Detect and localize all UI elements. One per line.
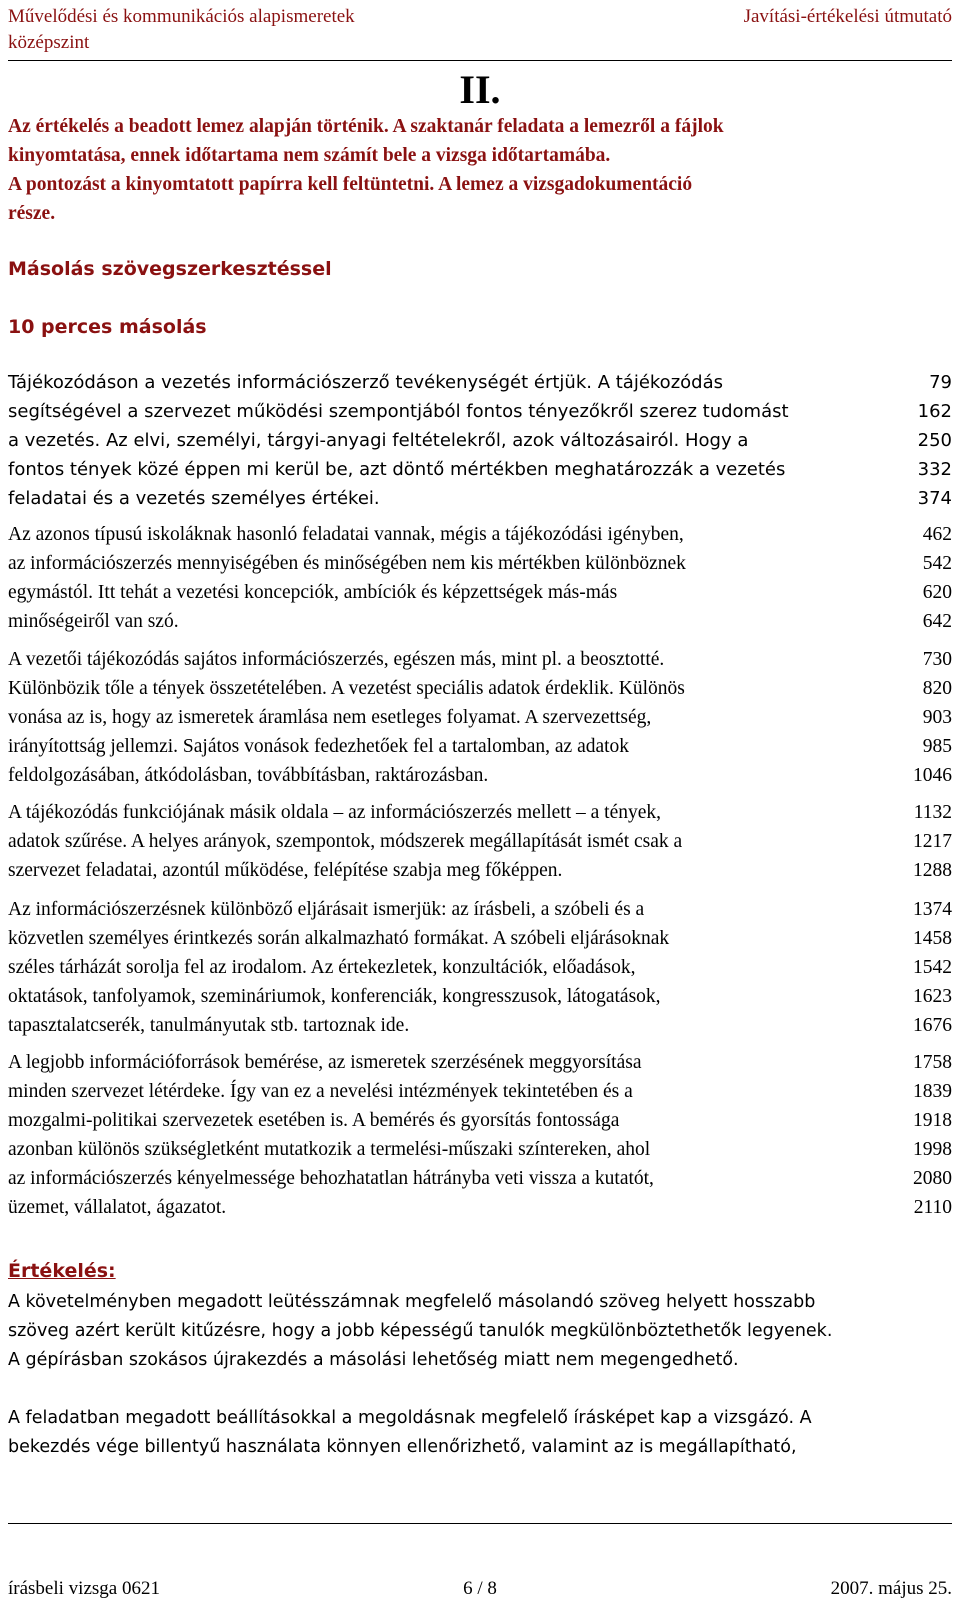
- footer-divider: [8, 1523, 952, 1524]
- line-text: segítségével a szervezet működési szempontjából fontos tényezőkről szerez tudomást: [8, 401, 789, 422]
- text-line: [8, 1106, 952, 1135]
- line-text: tapasztalatcserék, tanulmányutak stb. tartoznak ide.: [8, 1015, 410, 1036]
- line-text: A tájékozódás funkciójának másik oldala – az információszerzés mellett – a tények,: [8, 802, 662, 823]
- intro-line: Az értékelés a beadott lemez alapján történik. A szaktanár feladata a lemezről a fájlok: [8, 116, 724, 137]
- text-line: [8, 484, 952, 513]
- evaluation-paragraph-2: [8, 1404, 952, 1462]
- text-line: [8, 1048, 952, 1077]
- char-count: 903: [922, 707, 952, 728]
- evaluation-line: A gépírásban szokásos újrakezdés a másolási lehetőség miatt nem megengedhető.: [8, 1350, 739, 1370]
- char-count: 1623: [913, 986, 952, 1007]
- line-text: üzemet, vállalatot, ágazatot.: [8, 1197, 227, 1218]
- text-line: [8, 674, 952, 703]
- line-text: szervezet feladatai, azontúl működése, felépítése szabja meg főképpen.: [8, 860, 563, 881]
- char-count: 79: [929, 372, 952, 393]
- line-text: széles tárházát sorolja fel az irodalom. Az értekezletek, konzultációk, előadások,: [8, 957, 636, 978]
- copy-paragraph-3: [8, 645, 952, 790]
- text-line: [8, 827, 952, 856]
- char-count: 250: [917, 430, 952, 451]
- line-text: A vezetői tájékozódás sajátos információszerzés, egészen más, mint pl. a beosztotté.: [8, 649, 665, 670]
- line-text: vonása az is, hogy az ismeretek áramlása nem esetleges folyamat. A szervezettség,: [8, 707, 652, 728]
- char-count: 374: [917, 488, 952, 509]
- copy-paragraph-5: [8, 895, 952, 1040]
- char-count: 730: [922, 649, 952, 670]
- copy-paragraph-1: [8, 368, 952, 513]
- text-line: [8, 732, 952, 761]
- text-line: [8, 798, 952, 827]
- char-count: 820: [922, 678, 952, 699]
- intro-paragraph: [8, 112, 952, 228]
- char-count: 642: [922, 611, 952, 632]
- intro-line: kinyomtatása, ennek időtartama nem számít bele a vizsga időtartamába.: [8, 145, 611, 166]
- char-count: 162: [917, 401, 952, 422]
- text-line: [8, 1193, 952, 1222]
- line-text: feldolgozásában, átkódolásban, továbbításban, raktározásban.: [8, 765, 489, 786]
- line-text: oktatások, tanfolyamok, szemináriumok, konferenciák, kongresszusok, látogatások,: [8, 986, 661, 1007]
- char-count: 462: [922, 524, 952, 545]
- text-line: [8, 520, 952, 549]
- text-line: [8, 953, 952, 982]
- line-text: minőségeiről van szó.: [8, 611, 179, 632]
- char-count: 1758: [913, 1052, 952, 1073]
- char-count: 2080: [913, 1168, 952, 1189]
- text-line: [8, 397, 952, 426]
- task-title: Másolás szövegszerkesztéssel: [8, 258, 332, 280]
- text-line: [8, 578, 952, 607]
- char-count: 1288: [913, 860, 952, 881]
- text-line: [8, 703, 952, 732]
- line-text: Különbözik tőle a tények összetételében. A vezetést speciális adatok érdeklik. Különös: [8, 678, 685, 699]
- evaluation-paragraph-1: [8, 1288, 952, 1375]
- text-line: [8, 426, 952, 455]
- text-line: [8, 856, 952, 885]
- header-divider: [8, 60, 952, 61]
- line-text: az információszerzés kényelmessége behozhatatlan hátrányba veti vissza a kutatót,: [8, 1168, 654, 1189]
- text-line: [8, 924, 952, 953]
- page-footer: [8, 1575, 952, 1603]
- text-line: [8, 1011, 952, 1040]
- char-count: 1998: [913, 1139, 952, 1160]
- char-count: 332: [917, 459, 952, 480]
- line-text: minden szervezet létérdeke. Így van ez a nevelési intézmények tekintetében és a: [8, 1081, 633, 1102]
- char-count: 1046: [913, 765, 952, 786]
- evaluation-line: bekezdés vége billentyű használata könnyen ellenőrizhető, valamint az is megállapítható,: [8, 1437, 797, 1457]
- char-count: 620: [922, 582, 952, 603]
- line-text: Tájékozódáson a vezetés információszerző tevékenységét értjük. A tájékozódás: [8, 372, 723, 393]
- text-line: [8, 549, 952, 578]
- line-text: mozgalmi-politikai szervezetek esetében is. A bemérés és gyorsítás fontossága: [8, 1110, 620, 1131]
- copy-paragraph-4: [8, 798, 952, 885]
- evaluation-title: Értékelés:: [8, 1260, 116, 1282]
- line-text: fontos tények közé éppen mi kerül be, azt döntő mértékben meghatározzák a vezetés: [8, 459, 786, 480]
- char-count: 1374: [913, 899, 952, 920]
- char-count: 985: [922, 736, 952, 757]
- line-text: A legjobb információforrások bemérése, az ismeretek szerzésének meggyorsítása: [8, 1052, 642, 1073]
- char-count: 1676: [913, 1015, 952, 1036]
- line-text: feladatai és a vezetés személyes értékei.: [8, 488, 380, 509]
- line-text: közvetlen személyes érintkezés során alkalmazható formákat. A szóbeli eljárásoknak: [8, 928, 670, 949]
- line-text: egymástól. Itt tehát a vezetési koncepciók, ambíciók és képzettségek más-más: [8, 582, 618, 603]
- text-line: [8, 1077, 952, 1106]
- char-count: 1132: [913, 802, 952, 823]
- copy-paragraph-6: [8, 1048, 952, 1222]
- char-count: 1918: [913, 1110, 952, 1131]
- char-count: 1458: [913, 928, 952, 949]
- evaluation-line: A feladatban megadott beállításokkal a megoldásnak megfelelő írásképet kap a vizsgázó. A: [8, 1408, 812, 1428]
- page-header: [8, 4, 952, 56]
- line-text: adatok szűrése. A helyes arányok, szempontok, módszerek megállapítását ismét csak a: [8, 831, 683, 852]
- header-guide-title: Javítási-értékelési útmutató: [743, 6, 952, 27]
- text-line: [8, 607, 952, 636]
- line-text: azonban különös szükségletként mutatkozik a termelési-műszaki színtereken, ahol: [8, 1139, 651, 1160]
- text-line: [8, 368, 952, 397]
- line-text: az információszerzés mennyiségében és minőségében nem kis mértékben különböznek: [8, 553, 686, 574]
- task-subtitle: 10 perces másolás: [8, 316, 207, 338]
- text-line: [8, 455, 952, 484]
- evaluation-line: A követelményben megadott leütésszámnak megfelelő másolandó szöveg helyett hosszabb: [8, 1292, 816, 1312]
- intro-line: A pontozást a kinyomtatott papírra kell feltüntetni. A lemez a vizsgadokumentáció: [8, 174, 693, 195]
- evaluation-line: szöveg azért került kitűzésre, hogy a jobb képességű tanulók megkülönböztethetők legyenek.: [8, 1321, 833, 1341]
- section-number: II.: [459, 67, 501, 112]
- line-text: a vezetés. Az elvi, személyi, tárgyi-anyagi feltételekről, azok változásairól. Hogy a: [8, 430, 749, 451]
- text-line: [8, 645, 952, 674]
- char-count: 542: [922, 553, 952, 574]
- text-line: [8, 1135, 952, 1164]
- header-subject: Művelődési és kommunikációs alapismeretek: [8, 6, 355, 27]
- footer-date: 2007. május 25.: [830, 1578, 952, 1599]
- char-count: 1542: [913, 957, 952, 978]
- text-line: [8, 895, 952, 924]
- text-line: [8, 761, 952, 790]
- char-count: 1839: [913, 1081, 952, 1102]
- text-line: [8, 982, 952, 1011]
- line-text: irányítottság jellemzi. Sajátos vonások fedezhetőek fel a tartalomban, az adatok: [8, 736, 630, 757]
- line-text: Az azonos típusú iskoláknak hasonló feladatai vannak, mégis a tájékozódási igényben,: [8, 524, 684, 545]
- footer-page-number: 6 / 8: [463, 1578, 497, 1599]
- char-count: 2110: [913, 1197, 952, 1218]
- header-level: középszint: [8, 32, 90, 53]
- footer-exam-id: írásbeli vizsga 0621: [8, 1578, 160, 1599]
- char-count: 1217: [913, 831, 952, 852]
- line-text: Az információszerzésnek különböző eljárásait ismerjük: az írásbeli, a szóbeli és a: [8, 899, 645, 920]
- copy-paragraph-2: [8, 520, 952, 636]
- text-line: [8, 1164, 952, 1193]
- intro-line: része.: [8, 203, 56, 224]
